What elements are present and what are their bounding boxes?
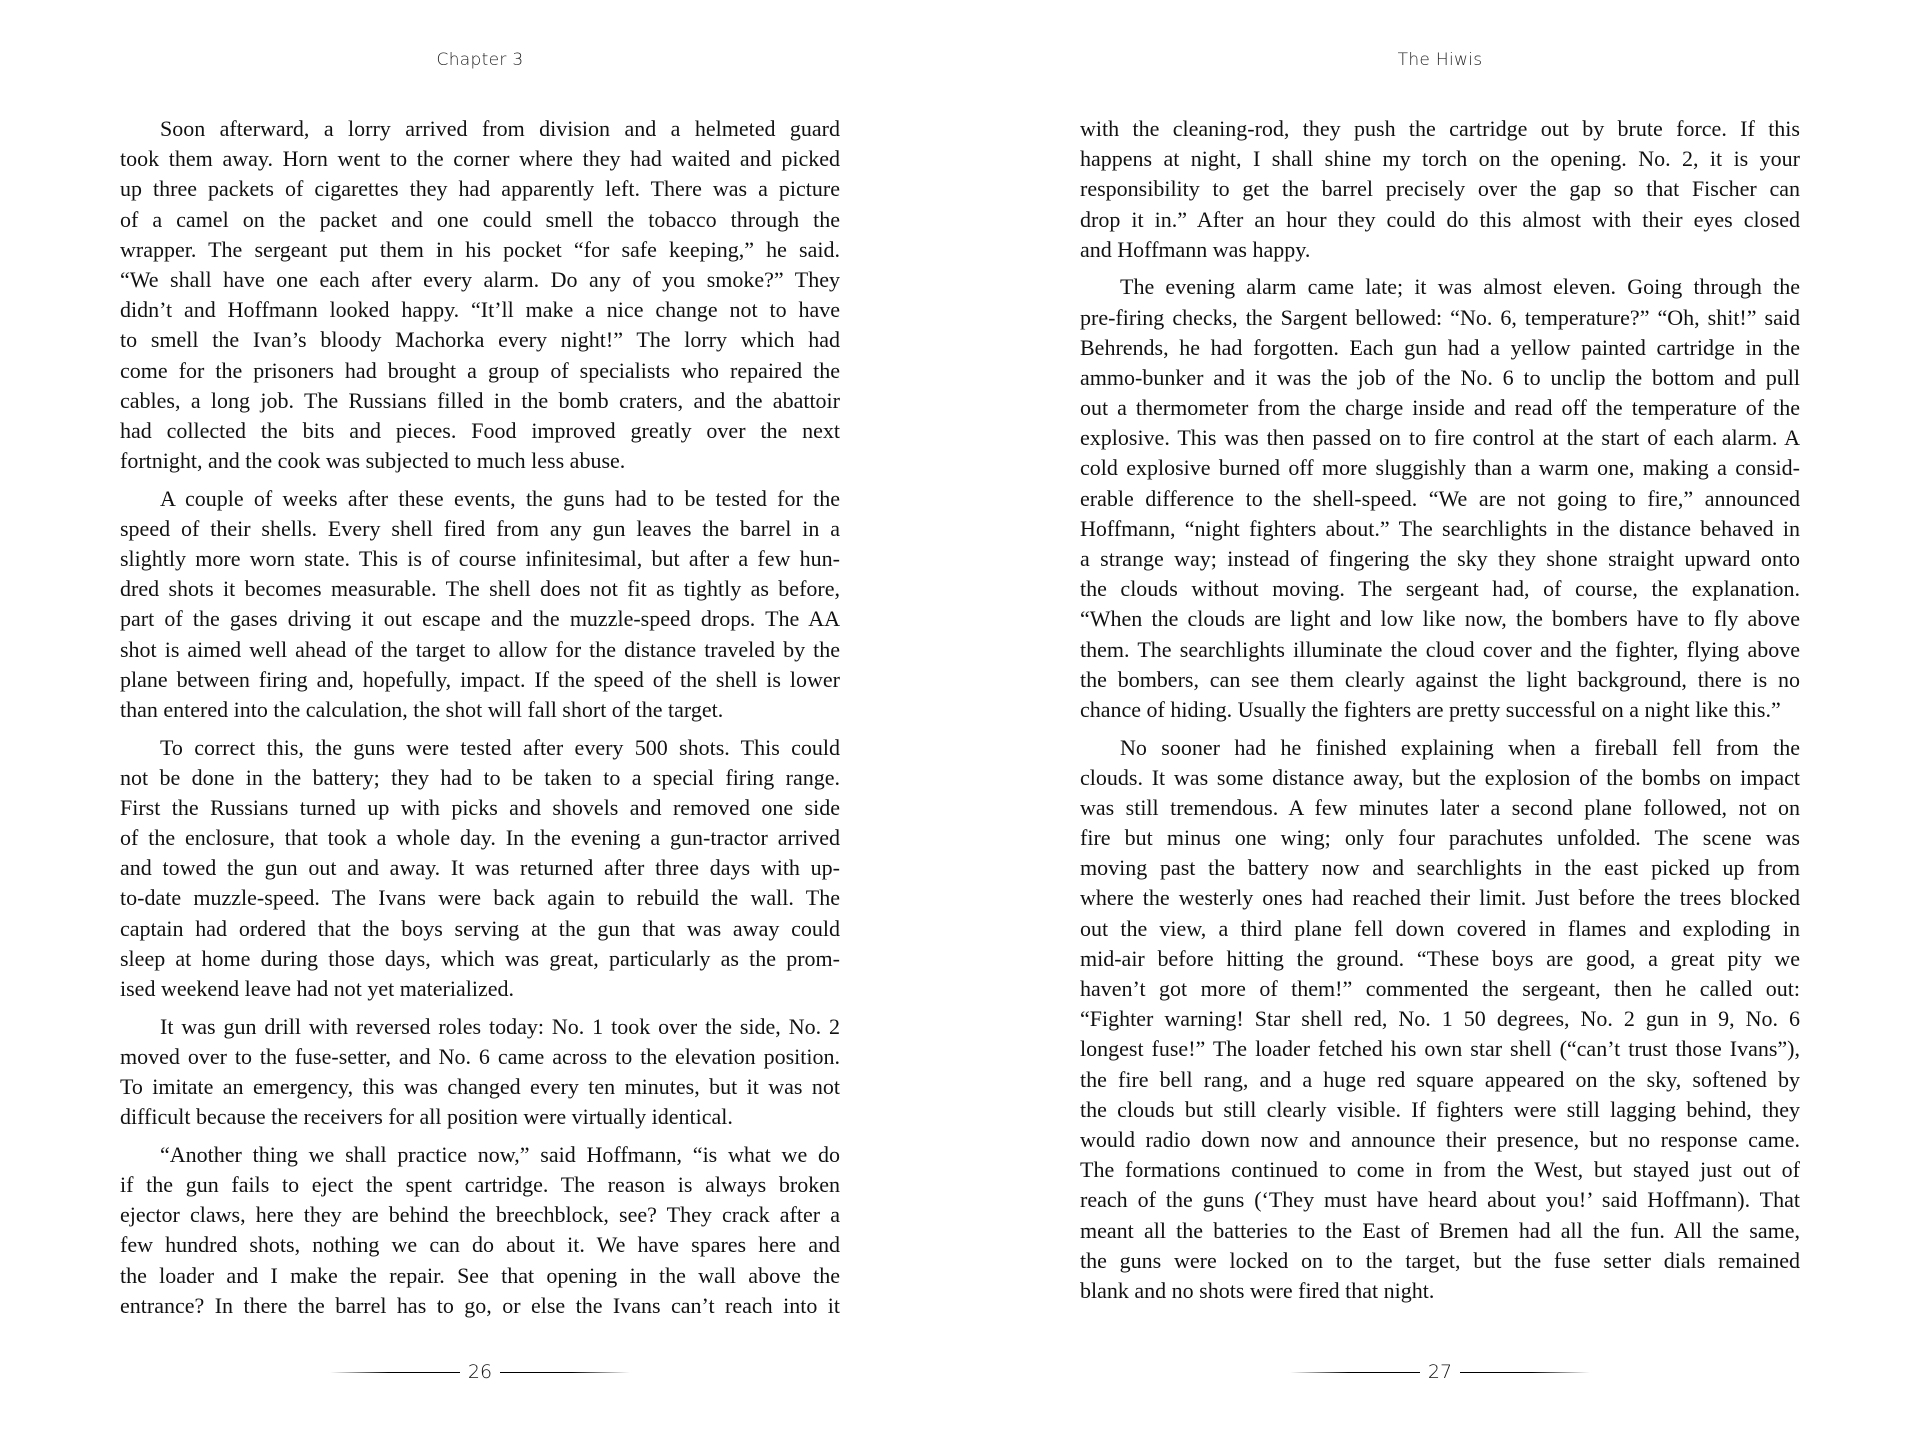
text-line xyxy=(120,763,840,793)
text-line-content: “When the clouds are light and low like now, the bombers have to fly above xyxy=(1080,606,1801,632)
text-line-content: wrapper. The sergeant put them in his pocket “for safe keeping,” he said. xyxy=(120,236,840,262)
text-line xyxy=(120,853,840,883)
text-line xyxy=(1080,1004,1800,1034)
text-line-content: Soon afterward, a lorry arrived from division and a helmeted guard xyxy=(160,116,840,141)
text-line xyxy=(120,1012,840,1042)
text-line xyxy=(120,823,840,853)
text-line-content: longest fuse!” The loader fetched his own star shell (“can’t trust those Ivans”), xyxy=(1080,1036,1800,1062)
text-line-content: ised weekend leave had not yet materialized. xyxy=(120,976,514,1002)
text-line xyxy=(120,733,840,763)
text-line-content: To imitate an emergency, this was changed every ten minutes, but it was not xyxy=(120,1073,840,1099)
text-line xyxy=(1080,763,1800,793)
page-number: 27 xyxy=(1427,1361,1453,1383)
text-line xyxy=(1080,514,1800,544)
paragraph xyxy=(120,733,840,1005)
text-line xyxy=(1080,883,1800,913)
text-line xyxy=(120,325,840,355)
text-line xyxy=(1080,914,1800,944)
text-line-content: dred shots it becomes measurable. The shell does not fit as tightly as before, xyxy=(120,576,840,602)
text-line xyxy=(1080,695,1800,725)
text-line xyxy=(1080,423,1800,453)
text-line-content: part of the gases driving it out escape and the muzzle-speed drops. The AA xyxy=(120,606,840,632)
text-line xyxy=(1080,823,1800,853)
text-line-content: ejector claws, here they are behind the breechblock, see? They crack after a xyxy=(120,1202,840,1228)
text-line xyxy=(1080,1095,1800,1125)
text-line xyxy=(1080,1216,1800,1246)
paragraph xyxy=(120,114,840,476)
text-line xyxy=(120,114,840,144)
text-line-content: entrance? In there the barrel has to go, or else the Ivans can’t reach into it xyxy=(120,1292,840,1318)
right-page xyxy=(960,0,1920,1440)
text-line-content: was still tremendous. A few minutes later a second plane followed, not on xyxy=(1080,794,1800,820)
text-line-content: and towed the gun out and away. It was returned after three days with up- xyxy=(120,855,840,881)
text-line xyxy=(120,665,840,695)
body-text xyxy=(1080,114,1800,1313)
text-line xyxy=(120,446,840,476)
text-line xyxy=(1080,635,1800,665)
text-line-content: of the enclosure, that took a whole day. In the evening a gun-tractor arrived xyxy=(120,825,840,851)
text-line-content: had collected the bits and pieces. Food improved greatly over the next xyxy=(120,417,841,443)
text-line xyxy=(1080,944,1800,974)
text-line xyxy=(1080,604,1800,634)
text-line xyxy=(120,416,840,446)
text-line xyxy=(1080,174,1800,204)
text-line xyxy=(120,793,840,823)
text-line-content: sleep at home during those days, which was great, particularly as the prom- xyxy=(120,945,840,971)
text-line xyxy=(120,883,840,913)
text-line xyxy=(120,1261,840,1291)
text-line xyxy=(1080,144,1800,174)
running-head-chapter: Chapter 3 xyxy=(436,50,524,70)
text-line-content: the guns were locked on to the target, but the fuse setter dials remained xyxy=(1080,1247,1800,1273)
text-line-content: ammo-bunker and it was the job of the No. 6 to unclip the bottom and pull xyxy=(1080,364,1800,390)
text-line xyxy=(120,604,840,634)
text-line-content: the bombers, can see them clearly against the light background, there is no xyxy=(1080,666,1800,692)
text-line-content: to smell the Ivan’s bloody Machorka every night!” The lorry which had xyxy=(120,327,841,353)
text-line-content: where the westerly ones had reached their limit. Just before the trees blocked xyxy=(1080,885,1800,911)
text-line xyxy=(120,914,840,944)
text-line-content: Hoffmann, “night fighters about.” The searchlights in the distance behaved in xyxy=(1080,515,1800,541)
text-line-content: The formations continued to come in from the West, but stayed just out of xyxy=(1080,1157,1800,1183)
text-line-content: difficult because the receivers for all position were virtually identical. xyxy=(120,1104,733,1130)
text-line-content: out the view, a third plane fell down covered in flames and exploding in xyxy=(1080,915,1800,941)
paragraph xyxy=(120,484,840,726)
paragraph xyxy=(120,1140,840,1321)
text-line-content: come for the prisoners had brought a group of specialists who repaired the xyxy=(120,357,840,383)
text-line-content: up three packets of cigarettes they had apparently left. There was a picture xyxy=(120,176,840,202)
page-number: 26 xyxy=(467,1361,493,1383)
text-line-content: the loader and I make the repair. See that opening in the wall above the xyxy=(120,1262,840,1288)
text-line xyxy=(120,1291,840,1321)
text-line xyxy=(120,174,840,204)
text-line xyxy=(1080,665,1800,695)
text-line xyxy=(120,1200,840,1230)
text-line-content: with the cleaning-rod, they push the cartridge out by brute force. If this xyxy=(1080,116,1800,141)
text-line-content: the clouds but still clearly visible. If fighters were still lagging behind, they xyxy=(1080,1096,1800,1122)
text-line xyxy=(120,1230,840,1260)
text-line xyxy=(1080,793,1800,823)
running-head-title: The Hiwis xyxy=(1397,50,1483,70)
text-line xyxy=(1080,453,1800,483)
text-line-content: Behrends, he had forgotten. Each gun had a yellow painted cartridge in the xyxy=(1080,334,1801,360)
text-line-content: didn’t and Hoffmann looked happy. “It’ll make a nice change not to have xyxy=(120,297,840,323)
text-line xyxy=(120,265,840,295)
text-line xyxy=(120,386,840,416)
text-line xyxy=(1080,853,1800,883)
text-line xyxy=(1080,1246,1800,1276)
text-line xyxy=(120,574,840,604)
text-line-content: pre-firing checks, the Sargent bellowed: “No. 6, temperature?” “Oh, shit!” said xyxy=(1080,304,1800,330)
text-line xyxy=(120,205,840,235)
text-line-content: and Hoffmann was happy. xyxy=(1080,236,1311,262)
text-line-content: mid-air before hitting the ground. “These boys are good, a great pity we xyxy=(1080,945,1800,971)
text-line-content: of a camel on the packet and one could smell the tobacco through the xyxy=(120,206,841,232)
text-line xyxy=(120,1140,840,1170)
text-line-content: moved over to the fuse-setter, and No. 6 came across to the elevation position. xyxy=(120,1043,840,1069)
text-line xyxy=(1080,484,1800,514)
paragraph xyxy=(1080,733,1800,1307)
text-line xyxy=(1080,1065,1800,1095)
text-line xyxy=(120,1102,840,1132)
text-line xyxy=(120,974,840,1004)
text-line-content: took them away. Horn went to the corner where they had waited and picked xyxy=(120,146,840,172)
text-line xyxy=(1080,272,1800,302)
text-line-content: No sooner had he finished explaining when a fireball fell from the xyxy=(1120,734,1800,760)
text-line-content: few hundred shots, nothing we can do about it. We have spares here and xyxy=(120,1232,841,1258)
text-line xyxy=(1080,544,1800,574)
text-line-content: It was gun drill with reversed roles today: No. 1 took over the side, No. 2 xyxy=(160,1013,840,1039)
text-line-content: speed of their shells. Every shell fired from any gun leaves the barrel in a xyxy=(120,515,841,541)
page-footer xyxy=(0,1357,960,1387)
text-line xyxy=(1080,114,1800,144)
text-line-content: responsibility to get the barrel precisely over the gap so that Fischer can xyxy=(1080,176,1801,202)
text-line-content: fire but minus one wing; only four parachutes unfolded. The scene was xyxy=(1080,825,1800,851)
text-line-content: them. The searchlights illuminate the cloud cover and the fighter, flying above xyxy=(1080,636,1800,662)
text-line-content: First the Russians turned up with picks and shovels and removed one side xyxy=(120,794,840,820)
text-line-content: reach of the guns (‘They must have heard about you!’ said Hoffmann). That xyxy=(1080,1187,1800,1213)
text-line xyxy=(1080,574,1800,604)
text-line xyxy=(120,235,840,265)
text-line xyxy=(1080,205,1800,235)
text-line-content: a strange way; instead of fingering the sky they shone straight upward onto xyxy=(1080,546,1800,572)
text-line-content: blank and no shots were fired that night. xyxy=(1080,1277,1435,1303)
text-line-content: The evening alarm came late; it was almost eleven. Going through the xyxy=(1120,274,1800,300)
text-line xyxy=(1080,1034,1800,1064)
text-line-content: than entered into the calculation, the shot will fall short of the target. xyxy=(120,696,724,722)
text-line xyxy=(1080,1185,1800,1215)
body-text xyxy=(120,114,840,1328)
text-line-content: A couple of weeks after these events, the guns had to be tested for the xyxy=(160,485,841,511)
text-line xyxy=(120,514,840,544)
text-line xyxy=(120,944,840,974)
footer-rule-right xyxy=(1460,1372,1590,1373)
text-line xyxy=(120,544,840,574)
text-line-content: clouds. It was some distance away, but the explosion of the bombs on impact xyxy=(1080,764,1800,790)
text-line-content: chance of hiding. Usually the fighters are pretty successful on a night like this.” xyxy=(1080,696,1781,722)
text-line-content: to-date muzzle-speed. The Ivans were back again to rebuild the wall. The xyxy=(120,885,841,911)
text-line xyxy=(1080,363,1800,393)
text-line xyxy=(120,484,840,514)
text-line xyxy=(120,356,840,386)
text-line xyxy=(120,1170,840,1200)
text-line-content: captain had ordered that the boys serving at the gun that was away could xyxy=(120,915,840,941)
page-footer xyxy=(960,1357,1920,1387)
text-line-content: out a thermometer from the charge inside and read off the temperature of the xyxy=(1080,395,1800,421)
paragraph xyxy=(1080,272,1800,725)
text-line-content: meant all the batteries to the East of Bremen had all the fun. All the same, xyxy=(1080,1217,1800,1243)
text-line-content: happens at night, I shall shine my torch on the opening. No. 2, it is your xyxy=(1080,146,1800,172)
paragraph xyxy=(120,1012,840,1133)
text-line xyxy=(1080,1125,1800,1155)
text-line xyxy=(120,1072,840,1102)
text-line xyxy=(120,635,840,665)
text-line-content: “Fighter warning! Star shell red, No. 1 50 degrees, No. 2 gun in 9, No. 6 xyxy=(1080,1006,1800,1032)
text-line-content: cold explosive burned off more sluggishly than a warm one, making a consid- xyxy=(1080,455,1801,481)
footer-rule-right xyxy=(500,1372,630,1373)
text-line-content: haven’t got more of them!” commented the sergeant, then he called out: xyxy=(1080,976,1800,1002)
text-line xyxy=(1080,303,1800,333)
text-line-content: cables, a long job. The Russians filled in the bomb craters, and the abattoir xyxy=(120,387,840,413)
text-line xyxy=(120,144,840,174)
text-line xyxy=(1080,333,1800,363)
text-line xyxy=(1080,1155,1800,1185)
text-line xyxy=(1080,733,1800,763)
text-line-content: slightly more worn state. This is of course infinitesimal, but after a few hun- xyxy=(120,546,840,572)
text-line-content: “We shall have one each after every alarm. Do any of you smoke?” They xyxy=(120,266,840,292)
footer-rule-left xyxy=(1290,1372,1420,1373)
text-line xyxy=(1080,974,1800,1004)
text-line-content: explosive. This was then passed on to fire control at the start of each alarm. A xyxy=(1080,425,1800,451)
text-line xyxy=(120,1042,840,1072)
text-line-content: moving past the battery now and searchlights in the east picked up from xyxy=(1080,855,1800,881)
text-line xyxy=(120,695,840,725)
text-line xyxy=(1080,393,1800,423)
text-line-content: would radio down now and announce their presence, but no response came. xyxy=(1080,1126,1800,1152)
text-line-content: To correct this, the guns were tested after every 500 shots. This could xyxy=(160,734,840,760)
text-line-content: plane between firing and, hopefully, impact. If the speed of the shell is lower xyxy=(120,666,840,692)
text-line-content: shot is aimed well ahead of the target to allow for the distance traveled by the xyxy=(120,636,840,662)
footer-rule-left xyxy=(330,1372,460,1373)
text-line-content: erable difference to the shell-speed. “We are not going to fire,” announced xyxy=(1080,485,1800,511)
text-line xyxy=(1080,235,1800,265)
text-line-content: the clouds without moving. The sergeant had, of course, the explanation. xyxy=(1080,576,1801,602)
text-line xyxy=(120,295,840,325)
text-line-content: not be done in the battery; they had to be taken to a special firing range. xyxy=(120,764,840,790)
text-line-content: fortnight, and the cook was subjected to much less abuse. xyxy=(120,448,626,474)
text-line xyxy=(1080,1276,1800,1306)
text-line-content: “Another thing we shall practice now,” said Hoffmann, “is what we do xyxy=(160,1141,840,1167)
text-line-content: the fire bell rang, and a huge red square appeared on the sky, softened by xyxy=(1080,1066,1800,1092)
paragraph xyxy=(1080,114,1800,265)
text-line-content: drop it in.” After an hour they could do this almost with their eyes closed xyxy=(1080,206,1800,232)
text-line-content: if the gun fails to eject the spent cartridge. The reason is always broken xyxy=(120,1171,841,1197)
